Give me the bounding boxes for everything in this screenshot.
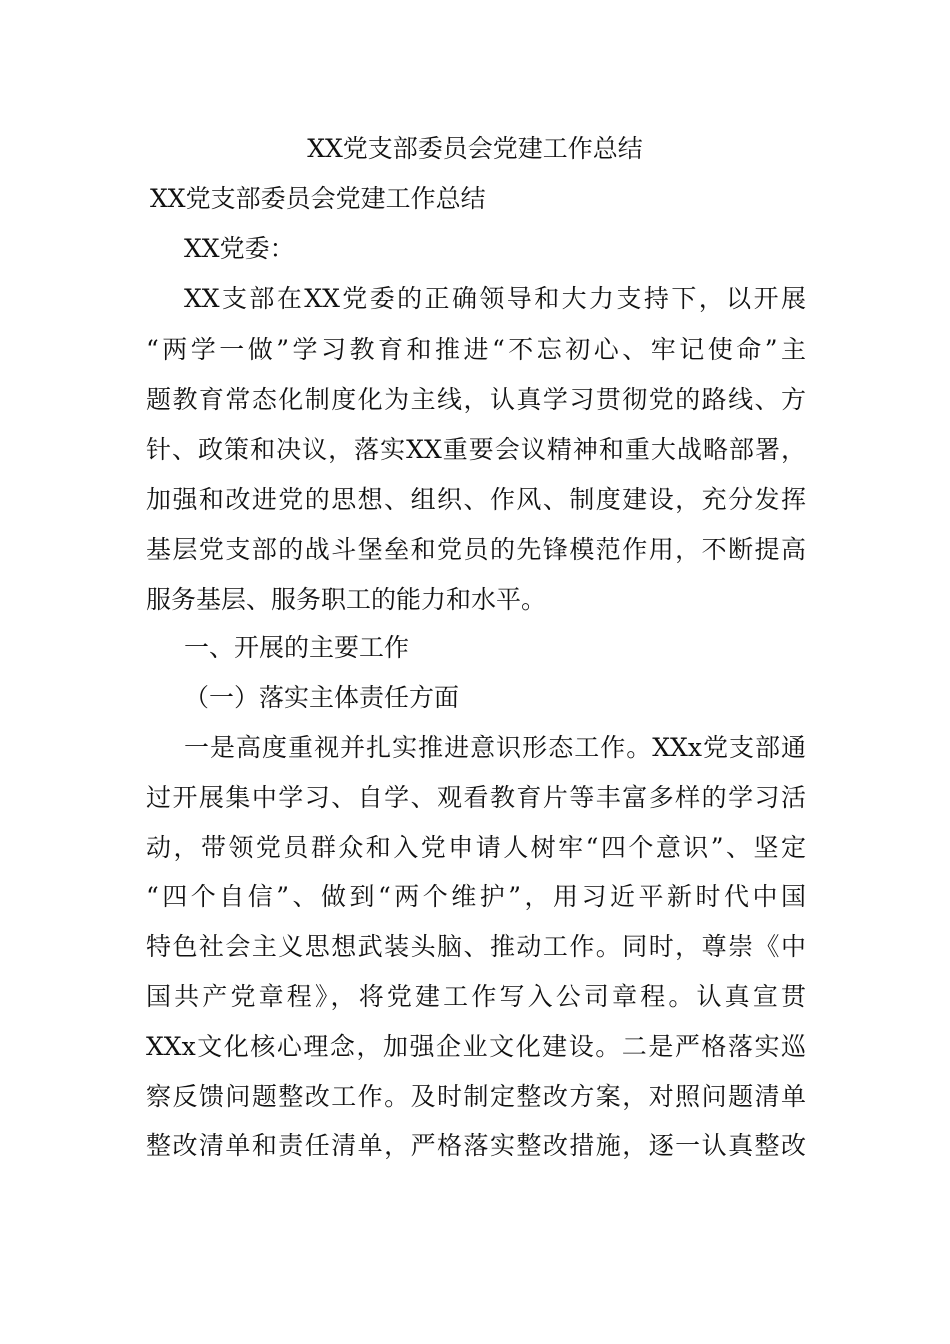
body-line: “两学一做”学习教育和推进“不忘初心、牢记使命”主 [146,335,806,364]
body-line: 过开展集中学习、自学、观看教育片等丰富多样的学习活 [146,783,806,812]
subsection-heading: （一）落实主体责任方面 [184,683,460,712]
body-line: 国共产党章程》，将党建工作写入公司章程。认真宣贯 [146,982,806,1011]
body-line: 特色社会主义思想武装头脑、推动工作。同时，尊崇《中 [146,932,806,961]
body-line: XXx文化核心理念，加强企业文化建设。二是严格落实巡 [146,1032,806,1061]
document-subtitle: XX党支部委员会党建工作总结 [150,184,486,213]
body-line: 整改清单和责任清单，严格落实整改措施，逐一认真整改 [146,1131,806,1160]
body-line: XX支部在XX党委的正确领导和大力支持下，以开展 [184,284,806,313]
body-line: 动，带领党员群众和入党申请人树牢“四个意识”、坚定 [146,833,806,862]
body-line: 加强和改进党的思想、组织、作风、制度建设，充分发挥 [146,485,806,514]
section-heading: 一、开展的主要工作 [184,633,410,662]
body-line: 题教育常态化制度化为主线，认真学习贯彻党的路线、方 [146,385,806,414]
body-line: “四个自信”、做到“两个维护”，用习近平新时代中国 [146,882,806,911]
body-line: 一是高度重视并扎实推进意识形态工作。XXx党支部通 [184,733,806,762]
body-line: 察反馈问题整改工作。及时制定整改方案，对照问题清单 [146,1082,806,1111]
document-title: XX党支部委员会党建工作总结 [307,134,643,163]
salutation: XX党委： [184,234,295,263]
body-line: 针、政策和决议，落实XX重要会议精神和重大战略部署， [146,435,806,464]
body-line: 服务基层、服务职工的能力和水平。 [146,585,547,614]
body-line: 基层党支部的战斗堡垒和党员的先锋模范作用，不断提高 [146,535,806,564]
